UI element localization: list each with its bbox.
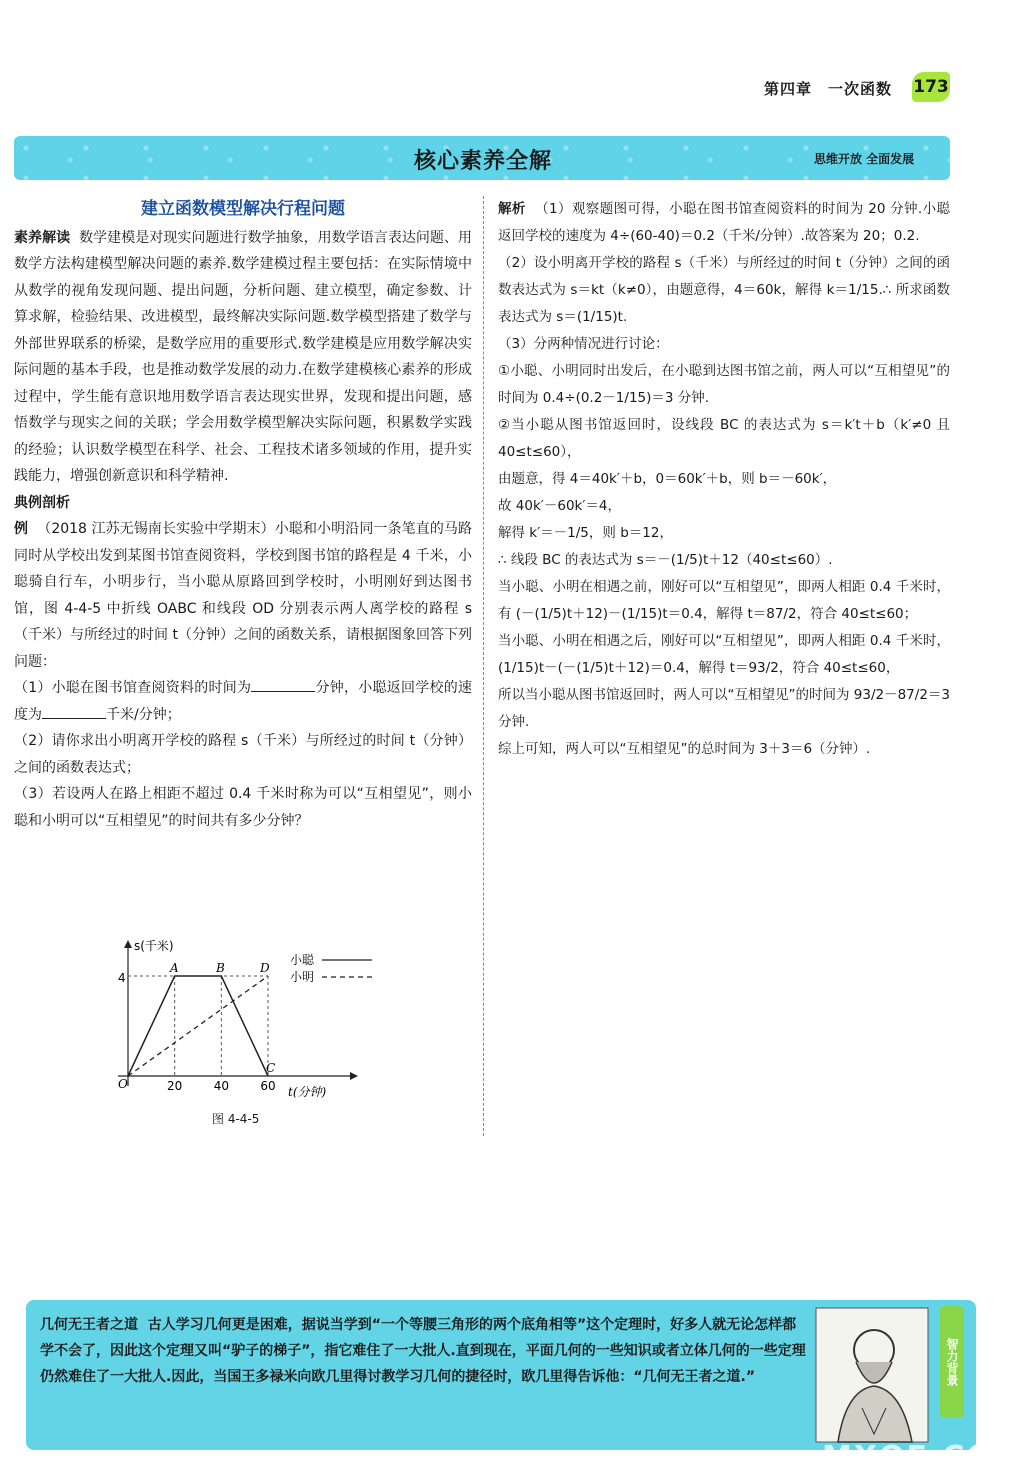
x-tick-20: 20 (167, 1079, 183, 1093)
trivia-box (26, 1300, 976, 1450)
point-label-b: B (216, 961, 225, 975)
y-axis-label: s(千米) (134, 939, 174, 953)
legend-xiaoming: 小明 (290, 970, 315, 984)
page-number: 173 (912, 72, 950, 102)
solution-case-2-b: 由题意，得 4＝40k′＋b，0＝60k′＋b，则 b＝－60k′， (498, 471, 837, 487)
left-column (14, 196, 472, 834)
solution-case-2-d: 解得 k′＝－1/5，则 b＝12， (498, 525, 673, 541)
trivia-body: 古人学习几何更是困难，据说当学到“一个等腰三角形的两个底角相等”这个定理时，好多人就无论怎样都学不会了，因此这个定理又叫“驴子的梯子”，指它难住了一大批人.直到现在，平面几何的一些知识或者立体几何的一些定理仍然难住了一大批人.因此，当国王多禄米向欧几里得讨教学习几何的捷径时，欧几里得告诉他：“几何无王者之道.” (40, 1317, 806, 1385)
solution-1-text: （1）观察题图可得，小聪在图书馆查阅资料的时间为 20 分钟.小聪返回学校的速度为 4÷(60-40)＝0.2（千米/分钟）.故答案为 20；0.2. (498, 201, 951, 244)
analysis-label: 典例剖析 (14, 494, 70, 511)
column-divider (483, 196, 484, 1136)
side-tab: 智力背景 (940, 1306, 964, 1418)
section-title: 建立函数模型解决行程问题 (141, 199, 345, 219)
x-tick-60: 60 (260, 1079, 276, 1093)
interpretation-text: 数学建模是对现实问题进行数学抽象，用数学语言表达问题、用数学方法构建模型解决问题的素养.数学建模过程主要包括：在实际情境中从数学的视角发现问题、提出问题，分析问题、建立模型，确定参数、计算求解，检验结果、改进模型，最终解决实际问题.数学模型搭建了数学与外部世界联系的桥梁，是数学应用的重要形式.数学建模是应用数学解决实际问题的基本手段，也是推动数学发展的动力.在数学建模核心素养的形成过程中，学生能有意识地用数学语言表达现实世界，发现和提出问题，感悟数学与现实之间的关联；学会用数学模型解决实际问题，积累数学实践的经验；认识数学模型在科学、社会、工程技术诸多领域的作用，提升实践能力，增强创新意识和科学精神. (14, 229, 473, 484)
solution-case-2-a: ②当小聪从图书馆返回时，设线段 BC 的表达式为 s＝k′t＋b（k′≠0 且 40≤t≤60）， (498, 417, 950, 460)
q1-part-b: 分钟，小聪返回学校的速度为 (14, 680, 473, 723)
y-axis-arrow (124, 940, 132, 948)
solution-case-2-e: ∴ 线段 BC 的表达式为 s＝－(1/5)t＋12（40≤t≤60）. (498, 552, 833, 568)
example-label: 例 (14, 521, 29, 537)
point-label-a: A (170, 961, 179, 975)
answer-blank-1 (251, 675, 315, 692)
solution-case-2-g: 当小聪、小明在相遇之后，刚好可以“互相望见”，即两人相距 0.4 千米时，(1/15)t－(－(1/5)t＋12)＝0.4，解得 t＝93/2，符合 40≤t≤60， (498, 633, 950, 676)
legend-xiaocong: 小聪 (290, 953, 315, 967)
euclid-portrait-icon (816, 1308, 928, 1442)
distance-time-graph (100, 936, 400, 1136)
solution-case-1: ①小聪、小明同时出发后，在小聪到达图书馆之前，两人可以“互相望见”的时间为 0.4÷(0.2－1/15)＝3 分钟. (498, 363, 950, 406)
origin-label: O (118, 1077, 128, 1091)
point-label-c: C (266, 1061, 276, 1075)
answer-blank-2 (42, 702, 106, 719)
right-column (498, 196, 950, 763)
q1-part-c: 千米/分钟； (106, 706, 181, 723)
chapter-header: 第四章 一次函数 (764, 80, 893, 98)
solution-part-2: （2）设小明离开学校的路程 s（千米）与所经过的时间 t（分钟）之间的函数表达式为 s＝kt（k≠0），由题意得，4＝60k，解得 k＝1/15.∴ 所求函数表达式为 s＝(1/15)t. (498, 255, 950, 325)
solution-part-3: （3）分两种情况进行讨论： (498, 336, 669, 352)
question-3: （3）若设两人在路上相距不超过 0.4 千米时称为可以“互相望见”，则小聪和小明可以“互相望见”的时间共有多少分钟？ (14, 786, 472, 829)
x-axis-arrow (350, 1072, 358, 1080)
question-2: （2）请你求出小明离开学校的路程 s（千米）与所经过的时间 t（分钟）之间的函数表达式； (14, 733, 472, 776)
banner-title: 核心素养全解 (414, 149, 553, 174)
x-axis-label: t(分钟) (288, 1085, 327, 1099)
interpretation-label: 素养解读 (14, 229, 71, 246)
interpretation-paragraph (14, 225, 472, 490)
xiaoming-line (128, 976, 268, 1076)
watermark: MXQE.COM (822, 1440, 1026, 1475)
solution-conclusion: 综上可知，两人可以“互相望见”的总时间为 3＋3＝6（分钟）. (498, 741, 871, 757)
example-paragraph (14, 516, 472, 675)
example-text: （2018 江苏无锡南长实验中学期末）小聪和小明沿同一条笔直的马路同时从学校出发到某图书馆查阅资料，学校到图书馆的路程是 4 千米，小聪骑自行车，小明步行，当小聪从原路回到学校时，小明刚好到达图书馆，图 4-4-5 中折线 OABC 和线段 OD 分别表示两人离学校的路程 s（千米）与所经过的时间 t（分钟）之间的函数关系，请根据图象回答下列问题： (14, 521, 473, 670)
solution-part-1 (498, 196, 950, 250)
solution-case-2-f: 当小聪、小明在相遇之前，刚好可以“互相望见”，即两人相距 0.4 千米时，有 (－(1/5)t＋12)－(1/15)t＝0.4，解得 t＝87/2，符合 40≤t≤60； (498, 579, 950, 622)
section-banner (14, 136, 950, 180)
q1-part-a: （1）小聪在图书馆查阅资料的时间为 (14, 680, 252, 696)
solution-label: 解析 (498, 201, 526, 217)
banner-subtitle: 思维开放 全面发展 (814, 152, 915, 166)
figure-caption: 图 4-4-5 (212, 1112, 260, 1126)
trivia-text (40, 1312, 810, 1390)
question-1 (14, 675, 472, 728)
trivia-title: 几何无王者之道 (40, 1317, 138, 1333)
solution-case-2-h: 所以当小聪从图书馆返回时，两人可以“互相望见”的时间为 93/2－87/2＝3 分钟. (498, 687, 950, 730)
x-tick-40: 40 (213, 1079, 229, 1093)
y-tick-4: 4 (118, 971, 126, 985)
point-label-d: D (260, 961, 270, 975)
solution-case-2-c: 故 40k′－60k′＝4， (498, 498, 622, 514)
